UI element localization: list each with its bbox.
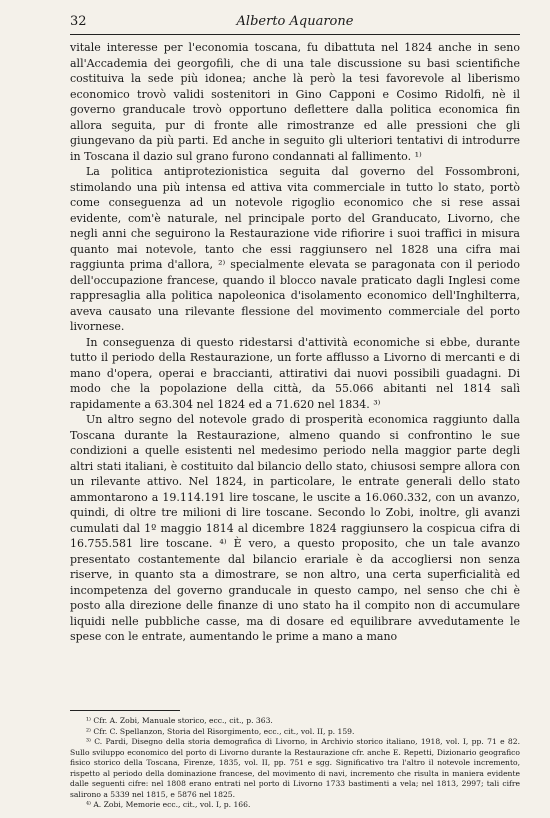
page-number: 32 bbox=[70, 14, 87, 29]
footnote-divider bbox=[70, 710, 180, 711]
paragraph: In conseguenza di questo ridestarsi d'attività economiche si ebbe, durante tutto il periodo della Restaurazione, un forte afflusso a Livorno di mercanti e di mano d'opera, operai e braccianti, attirativi dai nuovi possibili guadagni. Di modo che la popolazione della città, da 55.066 abitanti nel 1814 salì rapidamente a 63.304 nel 1824 ed a 71.620 nel 1834. ³⁾ bbox=[70, 335, 520, 411]
footnotes bbox=[70, 716, 520, 811]
page-header bbox=[70, 14, 520, 35]
footnote: ⁴⁾ A. Zobi, Memorie ecc., cit., vol. I, p. 166. bbox=[86, 800, 251, 809]
paragraph: vitale interesse per l'economia toscana, fu dibattuta nel 1824 anche in seno all'Accademia dei georgofili, che di una tale discussione su basi scientifiche costituiva la sede più idonea; anche là però la tesi favorevole al liberismo economico trovò validi sostenitori in Gino Capponi e Cosimo Ridolfi, nè il governo granducale trovò opportuno deflettere dalla politica economica fin allora seguita, pur di fronte alle rimostranze ed alle pressioni che gli giungevano da più parti. Ed anche in seguito gli ulteriori tentativi di introdurre in Toscana il dazio sul grano furono condannati al fallimento. ¹⁾ bbox=[70, 41, 520, 163]
footnote: ¹⁾ Cfr. A. Zobi, Manuale storico, ecc., cit., p. 363. bbox=[86, 716, 273, 725]
footnote: ²⁾ Cfr. C. Spellanzon, Storia del Risorgimento, ecc., cit., vol. II, p. 159. bbox=[86, 726, 355, 736]
footnote: ³⁾ C. Pardi, Disegno della storia demografica di Livorno, in Archivio storico italiano, 1918, vol. I, pp. 71 e 82. Sullo sviluppo economico del porto di Livorno durante la Restaurazione cfr. anche E. Repetti, Dizionario geografico fisico storico della Toscana, Firenze, 1835, vol. II, pp. 751 e sgg. Significativo tra l'altro il notevole incremento, rispetto al periodo della dominazione francese, del movimento di navi, incremento che risulta in maniera evidente dalle seguenti cifre: nel 1808 erano entrati nel porto di Livorno 1733 bastimenti a vela; nel 1813, 2997; tali cifre salirono a 5339 nel 1815, e 5876 nel 1825. bbox=[70, 737, 520, 799]
paragraph: La politica antiprotezionistica seguita dal governo del Fossombroni, stimolando una più intensa ed attiva vita commerciale in tutto lo stato, portò come conseguenza ad un notevole rigoglio economico che si rese assai evidente, com'è naturale, nel principale porto del Granducato, Livorno, che negli anni che seguirono la Restaurazione vide rifiorire i suoi traffici in misura quanto mai notevole, tanto che essi raggiunsero nel 1828 una cifra mai raggiunta prima d'allora, ²⁾ specialmente elevata se paragonata con il periodo dell'occupazione francese, quando il blocco navale praticato dagli Inglesi come rappresaglia alla politica napoleonica d'isolamento economico dell'Inghilterra, aveva causato una rilevante flessione del movimento commerciale del porto livornese. bbox=[70, 165, 520, 333]
paragraph: Un altro segno del notevole grado di prosperità economica raggiunto dalla Toscana durante la Restaurazione, almeno quando si confrontino le sue condizioni a quelle esistenti nel medesimo periodo nella maggior parte degli altri stati italiani, è costituito dal bilancio dello stato, chiusosi sempre allora con un rilevante attivo. Nel 1824, in particolare, le entrate generali dello stato ammontarono a 19.114.191 lire toscane, le uscite a 16.060.332, con un avanzo, quindi, di oltre tre milioni di lire toscane. Secondo lo Zobi, inoltre, gli avanzi cumulati dal 1º maggio 1814 al dicembre 1824 raggiunsero la cospicua cifra di 16.755.581 lire toscane. ⁴⁾ È vero, a questo proposito, che un tale avanzo presentato costantemente dal bilancio erariale è da accogliersi non senza riserve, in quanto sta a dimostrare, se non altro, una certa superficialità ed incompetenza del governo granducale in questo campo, nel senso che chi è posto alla direzione delle finanze di uno stato ha il compito non di accumulare liquidi nelle pubbliche casse, ma di dosare ed equilibrare avvedutamente le spese con le entrate, aumentando le prime a mano a mano bbox=[70, 413, 520, 643]
body-text bbox=[70, 40, 520, 645]
running-title: Alberto Aquarone bbox=[236, 14, 354, 29]
